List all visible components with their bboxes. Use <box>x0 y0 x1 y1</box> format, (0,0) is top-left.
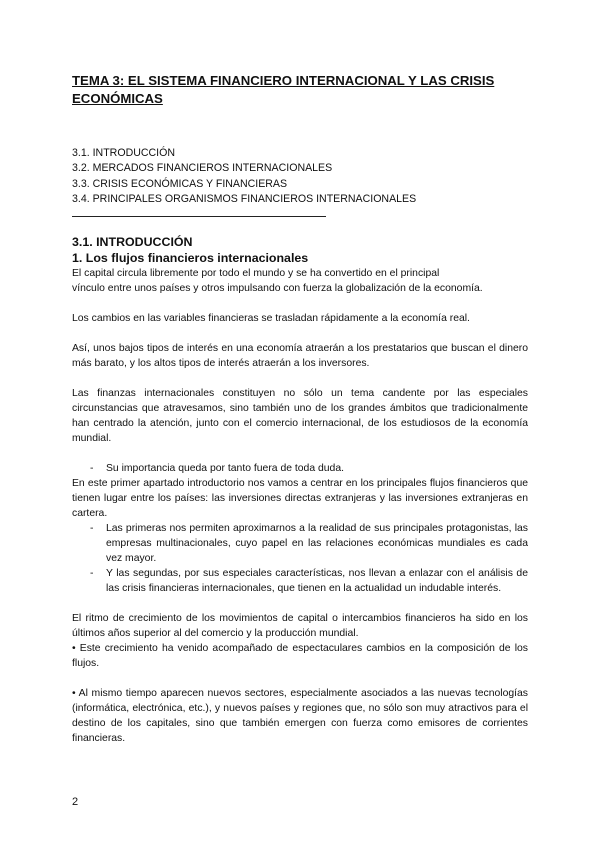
table-of-contents <box>72 146 416 208</box>
list-item: - Su importancia queda por tanto fuera de toda duda. <box>72 461 528 476</box>
paragraph: En este primer apartado introductorio nos vamos a centrar en los principales flujos financieros que tienen lugar entre los países: las inversiones directas extranjeras y las inversiones extranjeras en cartera. <box>72 478 528 519</box>
dash-list <box>72 521 528 596</box>
toc-item: 3.4. PRINCIPALES ORGANISMOS FINANCIEROS INTERNACIONALES <box>72 193 417 206</box>
toc-item: 3.2. MERCADOS FINANCIEROS INTERNACIONALES <box>72 162 333 175</box>
subsection-heading: 1. Los flujos financieros internacionales <box>72 251 309 265</box>
document-title: TEMA 3: EL SISTEMA FINANCIERO INTERNACIONAL Y LAS CRISIS ECONÓMICAS <box>72 73 495 106</box>
paragraph: Los cambios en las variables financieras se trasladan rápidamente a la economía real. <box>72 313 470 324</box>
paragraph: • Al mismo tiempo aparecen nuevos sectores, especialmente asociados a las nuevas tecnologías (informática, electrónica, etc.), y nuevos países y regiones que, no sólo son muy atractivos para el destino de los capitales, sino que también emergen con fuerza como emisores de corrientes financieras. <box>72 688 528 744</box>
list-item: - Y las segundas, por sus especiales características, nos llevan a enlazar con el análisis de las crisis financieras internacionales, que tienen en la actualidad un indudable interés. <box>72 566 528 596</box>
section-heading: 3.1. INTRODUCCIÓN <box>72 235 193 249</box>
section-body <box>72 266 528 746</box>
section-introduccion <box>72 234 528 746</box>
page-number: 2 <box>72 796 79 808</box>
separator-rule <box>72 216 326 217</box>
dash-list <box>72 461 528 476</box>
paragraph-line: El capital circula libremente por todo el mundo y se ha convertido en el principal <box>72 268 440 279</box>
list-item: - Las primeras nos permiten aproximarnos a la realidad de sus principales protagonistas, las empresas multinacionales, cuyo papel en las relaciones económicas mundiales es cada vez mayor. <box>72 521 528 566</box>
toc-item: 3.1. INTRODUCCIÓN <box>72 147 176 159</box>
paragraph: Las finanzas internacionales constituyen no sólo un tema candente por las especiales circunstancias que atravesamos, sino también uno de los grandes ámbitos que tradicionalmente han centrado la atención, junto con el comercio internacional, de los estudiosos de la economía mundial. <box>72 388 528 444</box>
toc-item: 3.3. CRISIS ECONÓMICAS Y FINANCIERAS <box>72 177 288 190</box>
paragraph: El ritmo de crecimiento de los movimientos de capital o intercambios financieros ha sido en los últimos años superior al del comercio y la producción mundial. <box>72 613 528 639</box>
paragraph: Así, unos bajos tipos de interés en una economía atraerán a los prestatarios que buscan el dinero más barato, y los altos tipos de interés atraerán a los inversores. <box>72 343 528 369</box>
paragraph: • Este crecimiento ha venido acompañado de espectaculares cambios en la composición de los flujos. <box>72 643 528 669</box>
paragraph-line: vínculo entre unos países y otros impulsando con fuerza la globalización de la economía. <box>72 283 483 294</box>
